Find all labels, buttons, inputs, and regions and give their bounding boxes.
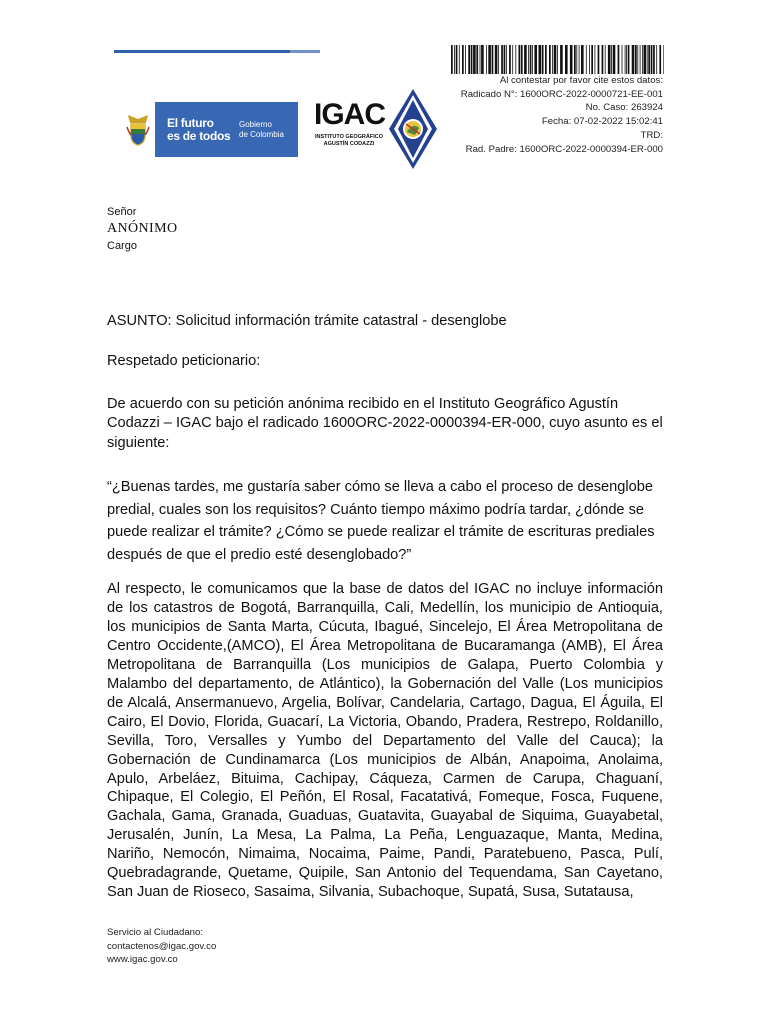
barcode-bar (486, 45, 487, 74)
barcode-bar (632, 45, 635, 74)
barcode-bar (471, 45, 473, 74)
gobierno-colombia-logo (120, 102, 298, 157)
barcode-bar (579, 45, 580, 74)
barcode-bar (554, 45, 557, 74)
barcode-bar (465, 45, 466, 74)
barcode-bar (498, 45, 499, 74)
barcode-bar (611, 45, 612, 74)
barcode-bar (581, 45, 584, 74)
igac-logo (312, 88, 438, 170)
barcode-bar (557, 45, 558, 74)
barcode-bar (501, 45, 503, 74)
letter-subject: ASUNTO: Solicitud información trámite catastral - desenglobe (107, 313, 507, 329)
letter-response: Al respecto, le comunicamos que la base de datos del IGAC no incluye información de los catastros de Bogotá, Barranquilla, Cali, Medellín, los municipio de Antioquia, los municipios de Santa Marta, Cúcuta, Ibagué, Sincelejo, El Área Metropolitana de Centro Occidente,(AMCO), El Área Metropolitana de Bucaramanga (AMB), El Área Metropolitana de Barranquilla (Los municipios de Galapa, Puerto Colombia y Malambo del departamento, de Atlántico), la Gobernación del Valle (Los municipios de Alcalá, Ansermanuevo, Argelia, Bolívar, Candelaria, Cartago, Dagua, El Águila, El Cairo, El Dovio, Florida, Guacarí, La Victoria, Obando, Pradera, Restrepo, Roldanillo, Sevilla, Toro, Versalles y Yumbo del Departamento del Valle del Cauca); la Gobernación de Cundinamarca (Los municipios de Albán, Anapoima, Anolaima, Apulo, Arbeláez, Bituima, Cachipay, Cáqueza, Carmen de Carupa, Chaguaní, Chipaque, El Colegio, El Peñón, El Rosal, Facatativá, Fomeque, Fosca, Fuquene, Gachala, Gama, Granada, Guaduas, Guatavita, Guayabal de Siquima, Guayabetal, Jerusalén, Junín, La Mesa, La Palma, La Peña, Lenguazaque, Manta, Medina, Nariño, Nemocón, Nimaima, Nocaima, Paime, Pandi, Paratebueno, Pasca, Pulí, Quebradagrande, Quetame, Quipile, San Antonio del Tequendama, San Cayetano, San Juan de Rioseco, Sasaima, Silvania, Subachoque, Supatá, Susa, Sutatausa, (107, 581, 663, 901)
barcode-bar (589, 45, 590, 74)
barcode-bar (504, 45, 506, 74)
radicado-line: Radicado N°: 1600ORC-2022-0000721-EE-001 (460, 88, 663, 100)
barcode-bar (515, 45, 516, 74)
barcode-bar (576, 45, 577, 74)
radicado-line: Al contestar por favor cite estos datos: (499, 75, 663, 86)
barcode-bar (648, 45, 650, 74)
barcode-bar (495, 45, 498, 74)
barcode-bar (528, 45, 529, 74)
barcode-bar (605, 45, 606, 74)
barcode-bar (545, 45, 547, 74)
barcode-bar (628, 45, 630, 74)
coat-of-arms-icon (120, 102, 155, 157)
footer-line: Servicio al Ciudadano: (107, 927, 203, 938)
barcode-bar (549, 45, 551, 74)
radicado-line: Rad. Padre: 1600ORC-2022-0000394-ER-000 (465, 143, 663, 155)
barcode (451, 45, 664, 74)
barcode-bar (595, 45, 596, 74)
footer-email-link[interactable]: contactenos@igac.gov.co (107, 940, 217, 952)
barcode-bar (663, 45, 664, 74)
radicado-block (461, 74, 663, 156)
barcode-bar (625, 45, 626, 74)
barcode-bar (651, 45, 653, 74)
barcode-bar (642, 45, 643, 74)
barcode-bar (480, 45, 481, 74)
barcode-bar (532, 45, 533, 74)
igac-subtitle-line: AGUSTÍN CODAZZI (323, 141, 375, 147)
barcode-bar (451, 45, 453, 74)
barcode-bar (539, 45, 542, 74)
gov-name (239, 120, 284, 140)
radicado-line: No. Caso: 263924 (585, 102, 663, 114)
barcode-bar (602, 45, 604, 74)
barcode-bar (454, 45, 455, 74)
letter-greeting: Respetado peticionario: (107, 353, 261, 369)
footer-website-link[interactable]: www.igac.gov.co (107, 954, 178, 965)
igac-subtitle (312, 134, 386, 148)
radicado-line: Fecha: 07-02-2022 15:02:41 (541, 116, 663, 128)
barcode-bar (653, 45, 655, 74)
recipient-name: ANÓNIMO (107, 221, 178, 236)
barcode-bar (476, 45, 478, 74)
recipient-block (107, 204, 177, 254)
barcode-bar (542, 45, 544, 74)
igac-wordmark: IGAC (314, 98, 385, 131)
recipient-role: Cargo (107, 240, 137, 252)
gov-slogan-line: es de todos (167, 128, 231, 143)
barcode-bar (586, 45, 587, 74)
barcode-bar (591, 45, 593, 74)
header-accent-line (114, 50, 320, 53)
barcode-bar (552, 45, 553, 74)
barcode-bar (626, 45, 627, 74)
barcode-bar (637, 45, 638, 74)
igac-subtitle-line: INSTITUTO GEOGRÁFICO (314, 134, 384, 140)
barcode-bar (473, 45, 476, 74)
barcode-bar (530, 45, 532, 74)
letter-intro: De acuerdo con su petición anónima recibido en el Instituto Geográfico Agustín Codazzi – IGAC bajo el radicado 1600ORC-2022-0000394-ER-000, cuyo asunto es el siguiente: (107, 396, 663, 451)
barcode-bar (462, 45, 464, 74)
barcode-bar (506, 45, 507, 74)
barcode-bar (622, 45, 623, 74)
footer-contact (107, 926, 216, 967)
barcode-bar (608, 45, 611, 74)
gov-slogan-line: El futuro (167, 115, 214, 130)
barcode-bar (570, 45, 573, 74)
recipient-salutation: Señor (107, 206, 137, 218)
barcode-bar (456, 45, 458, 74)
barcode-bar (647, 45, 648, 74)
barcode-bar (521, 45, 523, 74)
barcode-bar (488, 45, 491, 74)
barcode-bar (481, 45, 484, 74)
barcode-bar (565, 45, 568, 74)
barcode-bar (659, 45, 661, 74)
barcode-bar (524, 45, 527, 74)
barcode-bar (635, 45, 637, 74)
barcode-bar (618, 45, 620, 74)
barcode-bar (512, 45, 513, 74)
gov-name-line: Gobierno (239, 119, 272, 129)
barcode-bar (534, 45, 537, 74)
barcode-bar (574, 45, 576, 74)
barcode-bar (656, 45, 657, 74)
gov-slogan (167, 117, 231, 143)
barcode-bar (459, 45, 460, 74)
barcode-bar (492, 45, 494, 74)
radicado-line: TRD: (640, 129, 663, 141)
barcode-bar (468, 45, 470, 74)
letter-quote: “¿Buenas tardes, me gustaría saber cómo se lleva a cabo el proceso de desenglobe predial, cuales son los requisitos? Cuánto tiempo máximo podría tardar, ¿dónde se puede realizar el trámite? ¿Cómo se puede realizar el trámite de escrituras prediales después de que el predio esté desenglobado?” (107, 479, 655, 563)
barcode-bar (640, 45, 641, 74)
barcode-bar (613, 45, 616, 74)
barcode-bar (598, 45, 600, 74)
barcode-bar (519, 45, 521, 74)
barcode-bar (509, 45, 511, 74)
barcode-bar (644, 45, 647, 74)
gov-name-line: de Colombia (239, 129, 284, 139)
igac-emblem-icon (388, 88, 438, 170)
barcode-bar (560, 45, 563, 74)
